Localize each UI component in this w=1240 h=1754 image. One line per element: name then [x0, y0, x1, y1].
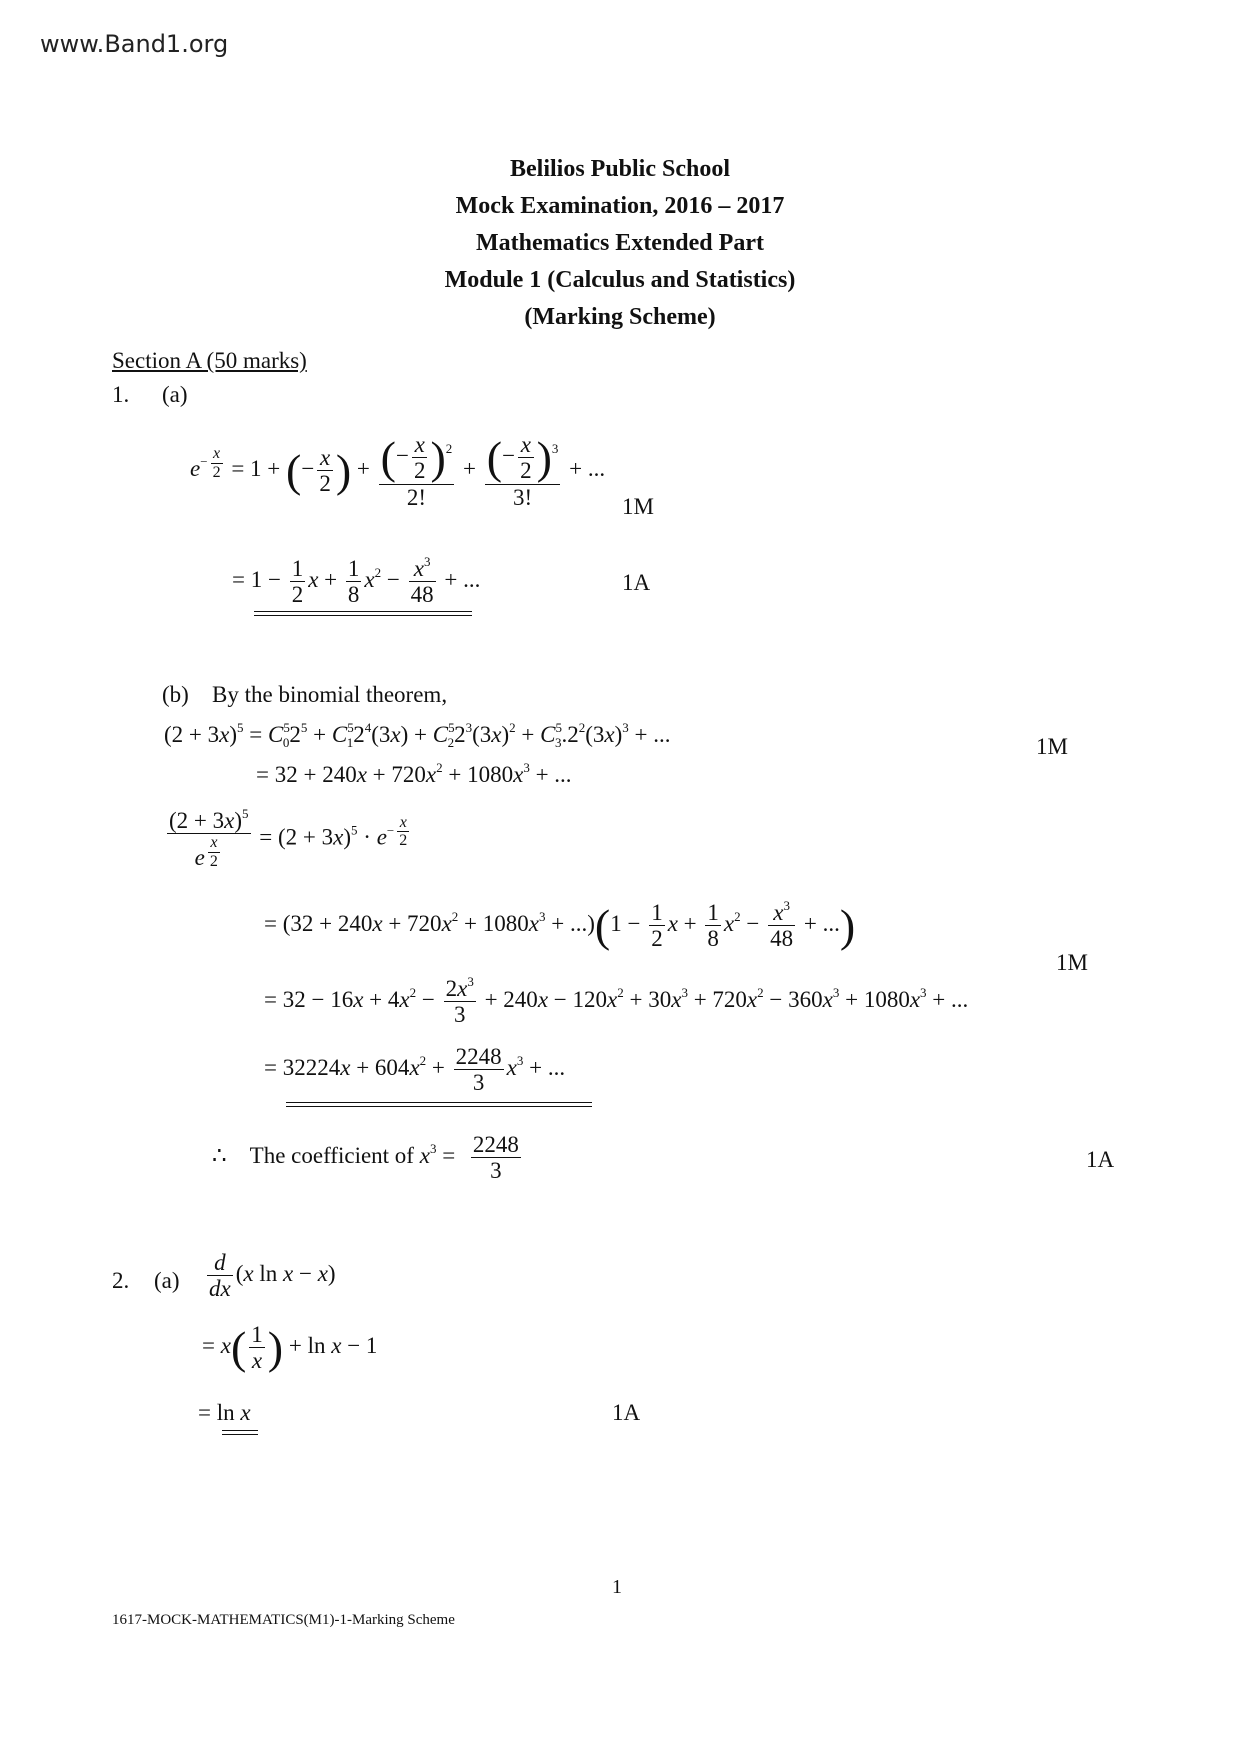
q2a-derivative-expression: $\frac{d}{dx}$ (x ln x − x) — [209, 1250, 336, 1302]
mark-q1b-1: 1M — [1036, 734, 1068, 759]
page-number: 1 — [612, 1576, 622, 1598]
q2a-working-line: = x( $\frac{1}{x}$ ) + ln x − 1 — [202, 1321, 378, 1374]
footer-code: 1617-MOCK-MATHEMATICS(M1)-1-Marking Scheme — [112, 1612, 455, 1628]
q1b-quotient-line: $(2 + 3x)^5$ e $^{\frac{x}{2}}$ = $(2 + 3x)^5 \cdot e^{- \frac{x}{2}}$ — [169, 806, 408, 871]
q1a-expansion-line-1: $e^{- \frac{x}{2}}$ = 1 + (− $\frac{x}{2}$ ) + (− $\frac{x}{2}$ )$^2$ 2! + (− $\frac{x}{2}$ )$^3$ 3! + ... — [190, 431, 606, 510]
answer-underline — [254, 611, 472, 616]
exam-title: Mock Examination, 2016 – 2017 — [455, 193, 785, 219]
conclusion-text: The coefficient of — [249, 1143, 414, 1169]
question-1b-label: (b) — [162, 682, 189, 707]
question-1a-label: (a) — [162, 382, 188, 407]
q1b-binomial-line-2: = $32 + 240x + 720x^2 + 1080x^3$ + ... — [256, 760, 572, 787]
q1b-product-line: = $(32 + 240x + 720x^2 + 1080x^3 + ...)(1$ − $\frac{1}{2}$ x + $\frac{1}{8}$ $x^2$ − $\frac{x^3}{48}$ + ...) — [264, 898, 856, 952]
q1b-expanded-line: = $32 - 16x + 4x^2$ − $\frac{2x^3}{3}$ + $240x - 120x^2 + 30x^3 + 720x^2 - 360x^3 + 1080x^3$ + ... — [264, 974, 969, 1028]
q1b-conclusion: ∴ The coefficient of $x^3$ = $\frac{2248}{3}$ — [212, 1132, 519, 1184]
mark-q1b-2: 1M — [1056, 950, 1088, 975]
question-2a-label: (a) — [154, 1268, 180, 1293]
q1b-intro-text: By the binomial theorem, — [212, 682, 448, 707]
watermark: www.Band1.org — [40, 30, 229, 58]
mark-q1a-1: 1M — [622, 494, 654, 519]
section-title: Section A (50 marks) — [112, 348, 307, 373]
mark-q1b-answer: 1A — [1086, 1147, 1115, 1172]
q2a-answer-line: = ln x — [198, 1400, 251, 1425]
coef-numerator: 2248 — [472, 1132, 519, 1157]
coef-denominator: 3 — [490, 1158, 502, 1184]
answer-underline — [222, 1430, 258, 1435]
mark-q2a-answer: 1A — [612, 1400, 641, 1425]
question-1-number: 1. — [112, 382, 130, 407]
q1b-result-line: = $32224x + 604x^2$ + $\frac{2248}{3}$ $x^3$ + ... — [264, 1044, 566, 1096]
question-2-number: 2. — [112, 1268, 130, 1293]
document-type: (Marking Scheme) — [524, 304, 716, 330]
subject-title: Mathematics Extended Part — [476, 230, 764, 256]
q1b-binomial-line-1: $(2 + 3x)^5 = C^5_02^5 + C^5_12^4(3x) + C^5_22^3(3x)^2 + C^5_3.2^2(3x)^3$ + ... — [164, 720, 671, 750]
therefore-symbol: ∴ — [212, 1143, 227, 1169]
q1a-expansion-line-2: = 1 − $\frac{1}{2}$ x + $\frac{1}{8}$ $x^2$ − $\frac{x^3}{48}$ + ... — [232, 554, 481, 608]
module-title: Module 1 (Calculus and Statistics) — [444, 267, 796, 293]
school-name: Belilios Public School — [509, 156, 731, 182]
mark-q1a-2: 1A — [622, 570, 651, 595]
answer-underline — [286, 1102, 592, 1107]
